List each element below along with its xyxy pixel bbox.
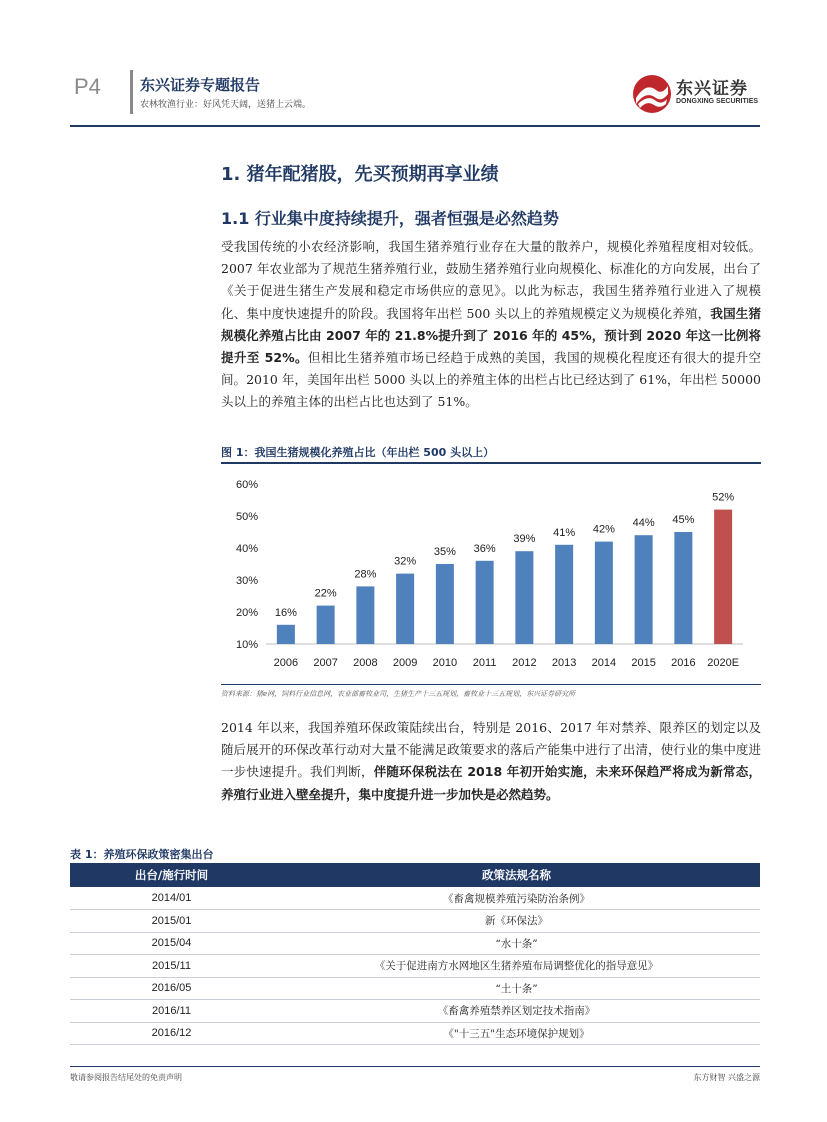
table-row [70,955,760,978]
chart-bar [277,625,295,644]
paragraph-2-bold: 伴随环保税法在 2018 年初开始实施，未来环保趋严将成为新常态，养殖行业进入壁垒提升，集中度提升进一步加快是必然趋势。 [221,764,761,802]
bar-value-label: 39% [513,533,536,546]
figure-rule [221,462,761,464]
x-tick-label: 2014 [591,657,617,669]
table-cell-date: 2016/05 [70,977,273,1000]
chart-bar [674,532,692,644]
chart-bar [714,510,732,644]
bar-value-label: 36% [473,542,496,555]
footer-slogan: 东方财智 兴盛之源 [693,1073,760,1082]
chart-bar [476,561,494,644]
paragraph-1 [221,236,761,414]
table-cell-policy: 新《环保法》 [273,910,760,933]
bar-value-label: 22% [314,587,337,600]
figure-source: 资料来源：猪e网，饲料行业信息网，农业部畜牧业司，生猪生产十三五规划，畜牧业十三五规划，东兴证券研究所 [221,690,576,698]
table-row [70,910,760,933]
subsection-heading: 1.1 行业集中度持续提升，强者恒强是必然趋势 [221,209,559,228]
logo-name: 东兴证券 [676,79,748,99]
logo-mark-icon [632,74,672,114]
chart-bar [595,542,613,644]
bar-value-label: 44% [632,517,655,530]
bar-value-label: 41% [553,526,576,539]
x-tick-label: 2012 [512,657,537,669]
table-row [70,887,760,910]
x-tick-label: 2008 [353,657,378,669]
y-tick-label: 20% [235,607,258,619]
report-type: 东兴证券专题报告 [140,76,261,94]
table-cell-date: 2015/04 [70,932,273,955]
x-tick-label: 2016 [671,657,696,669]
disclaimer-note: 敬请参阅报告结尾处的免责声明 [70,1073,182,1082]
table-header-date: 出台/施行时间 [70,863,273,887]
table-header-policy: 政策法规名称 [273,863,760,887]
chart-bar [555,545,573,644]
bar-value-label: 35% [433,546,456,558]
chart-bar [396,574,414,644]
table-cell-policy: 《畜禽养殖禁养区划定技术指南》 [273,1000,760,1023]
y-tick-label: 50% [235,511,258,523]
table-header-row [70,863,760,887]
chart-bar [317,606,335,644]
x-tick-label: 2011 [472,657,497,669]
x-tick-label: 2020E [707,657,740,669]
bar-value-label: 45% [672,514,695,526]
table-cell-date: 2015/11 [70,955,273,978]
table-cell-date: 2014/01 [70,887,273,910]
y-tick-label: 60% [235,479,258,491]
paragraph-1-text-b: 但相比生猪养殖市场已经趋于成熟的美国，我国的规模化程度还有很大的提升空间。2010 年，美国年出栏 5000 头以上的养殖主体的出栏占比已经达到了 61%，年出栏 50000 头以上的养殖主体的出栏占比也达到了 51%。 [221,350,761,410]
chart-bar [515,551,533,644]
table-cell-policy: 《关于促进南方水网地区生猪养殖布局调整优化的指导意见》 [273,955,760,978]
header-divider [130,70,133,114]
y-tick-label: 30% [235,575,258,587]
table-cell-policy: 《畜禽规模养殖污染防治条例》 [273,887,760,910]
report-subtitle: 农林牧渔行业：好风凭天阔，送猪上云端。 [140,100,312,110]
logo-english-name: DONGXING SECURITIES [676,98,759,105]
x-tick-label: 2009 [392,657,418,669]
section-heading: 1. 猪年配猪股，先买预期再享业绩 [221,164,499,185]
table-cell-policy: “水十条” [273,932,760,955]
table-cell-policy: 《"十三五"生态环境保护规划》 [273,1022,760,1045]
header-rule [70,125,760,127]
chart-bar [436,564,454,644]
table-cell-date: 2016/11 [70,1000,273,1023]
bar-value-label: 16% [274,606,297,619]
table-cell-policy: “土十条” [273,977,760,1000]
bar-chart [221,468,761,680]
paragraph-2-text: 2014 年以来，我国养殖环保政策陆续出台，特别是 2016、2017 年对禁养、限养区的划定以及随后展开的环保改革行动对大量不能满足政策要求的落后产能集中进行了出清，使行业的集中度进一步快速提升。我们判断， [221,720,761,780]
bar-value-label: 28% [354,568,377,581]
bar-value-label: 52% [712,491,735,504]
x-tick-label: 2007 [313,657,338,669]
table-row [70,1022,760,1045]
source-rule [221,684,761,685]
chart-bar [356,586,374,644]
x-tick-label: 2006 [273,657,299,669]
table-row [70,932,760,955]
paragraph-1-text-a: 受我国传统的小农经济影响，我国生猪养殖行业存在大量的散养户，规模化养殖程度相对较低。2007 年农业部为了规范生猪养殖行业，鼓励生猪养殖行业向规模化、标准化的方向发展，出台了《关于促进生猪生产发展和稳定市场供应的意见》。以此为标志，我国生猪养殖行业进入了规模化、集中度快速提升的阶段。我国将年出栏 500 头以上的养殖规模定义为规模化养殖， [221,239,761,321]
x-tick-label: 2013 [551,657,577,669]
figure-caption: 图 1：我国生猪规模化养殖占比（年出栏 500 头以上） [221,446,495,459]
paragraph-2 [221,717,761,806]
bar-value-label: 42% [592,523,615,536]
footer-rule [70,1066,760,1067]
x-tick-label: 2010 [432,657,458,669]
y-tick-label: 40% [235,543,258,555]
table-cell-date: 2015/01 [70,910,273,933]
table-row [70,1000,760,1023]
page-number: P4 [74,74,101,99]
brand-logo [632,72,762,116]
x-tick-label: 2015 [631,657,656,669]
table-row [70,977,760,1000]
bar-value-label: 32% [394,555,417,568]
table-caption: 表 1：养殖环保政策密集出台 [70,848,214,861]
policy-table [70,863,760,1045]
y-tick-label: 10% [235,639,258,651]
chart-bar [635,535,653,644]
table-cell-date: 2016/12 [70,1022,273,1045]
paragraph-1-bold: 我国生猪规模化养殖占比由 2007 年的 21.8%提升到了 2016 年的 45%，预计到 2020 年这一比例将提升至 52%。 [221,305,761,366]
